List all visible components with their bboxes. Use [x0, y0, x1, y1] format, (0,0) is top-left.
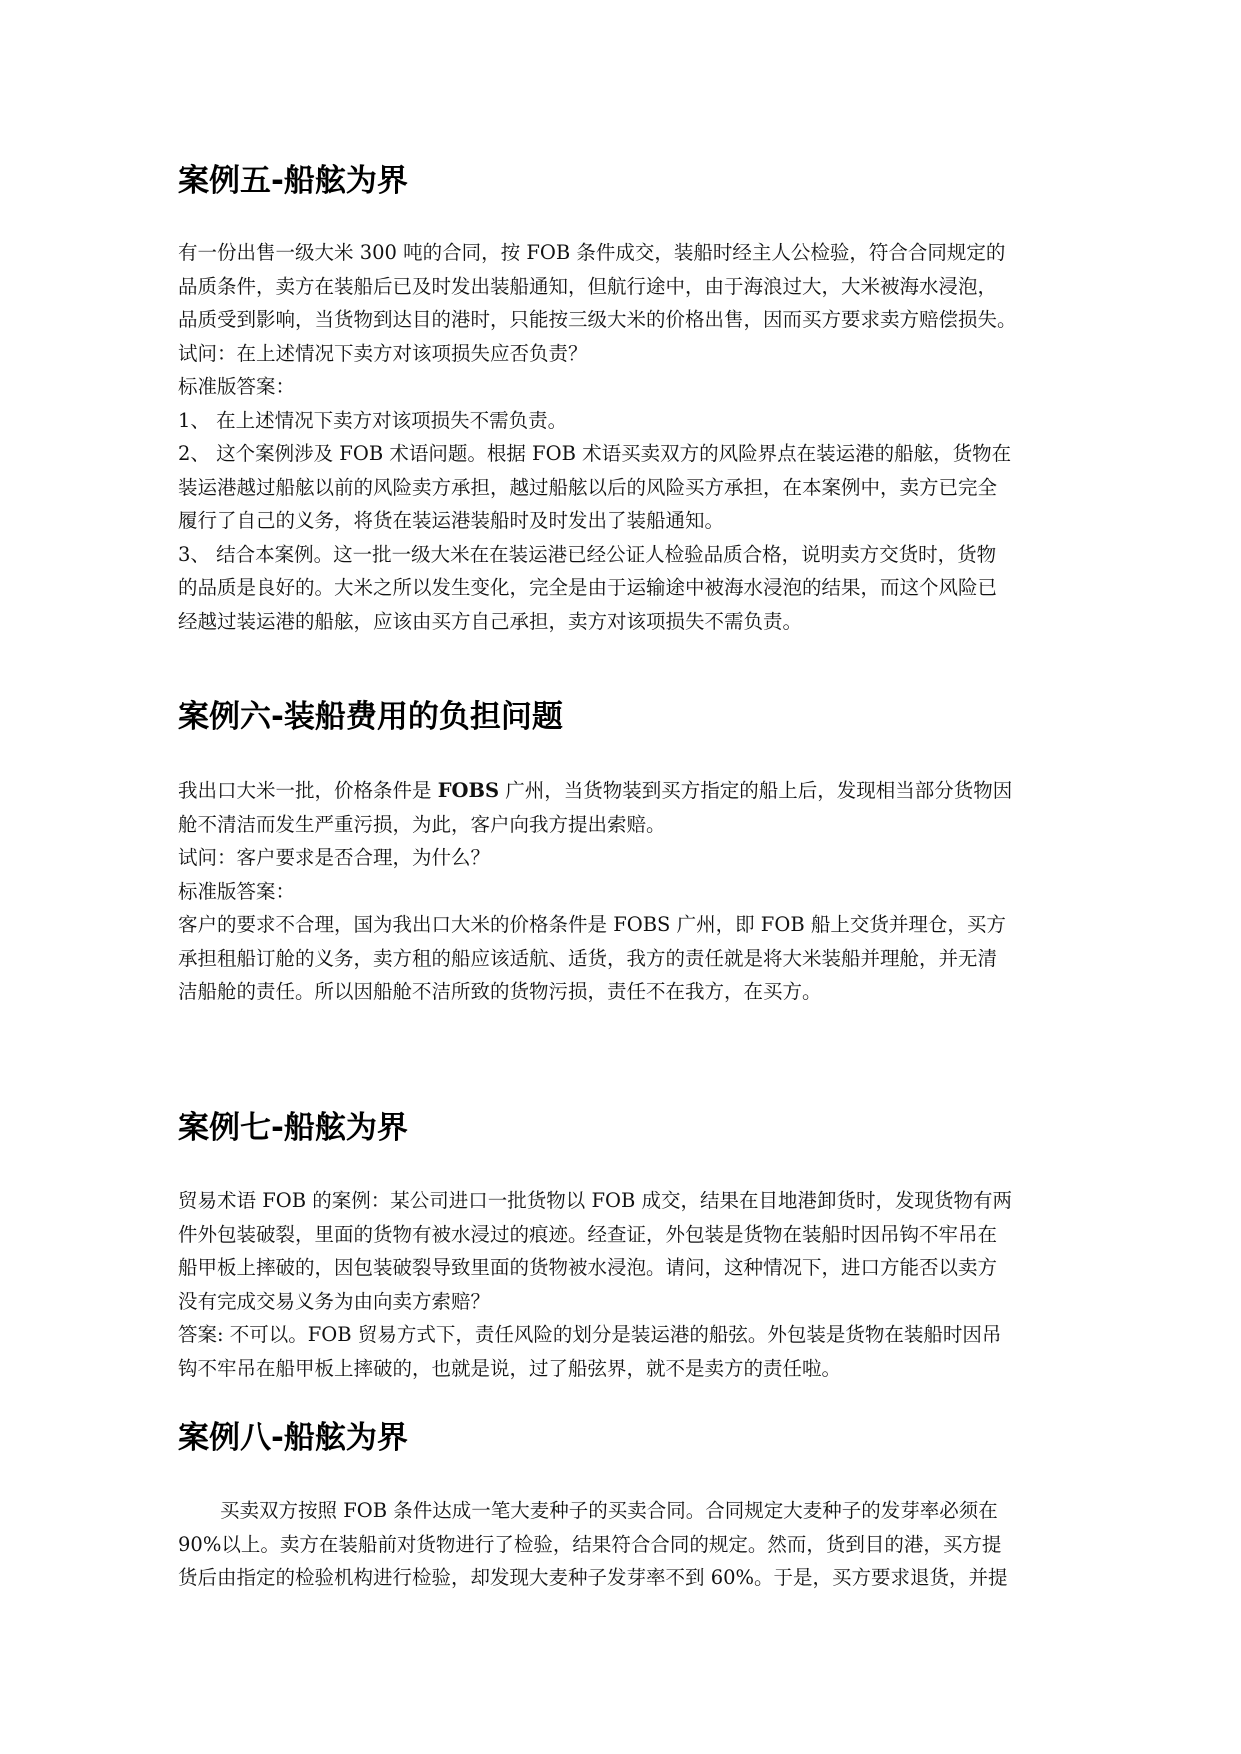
body-line: 装运港越过船舷以前的风险卖方承担，越过船舷以后的风险买方承担，在本案例中，卖方已完全: [178, 475, 998, 499]
body-line: 品质条件，卖方在装船后已及时发出装船通知，但航行途中，由于海浪过大，大米被海水浸泡，: [178, 274, 998, 298]
section-7-body: [178, 1184, 1090, 1385]
body-line: [178, 774, 1090, 808]
body-line: 承担租船订舱的义务，卖方租的船应该适航、适货，我方的责任就是将大米装船并理舱，并无清: [178, 946, 998, 970]
section-8-title: 案例八-船舷为界: [178, 1420, 408, 1456]
body-line: 标准版答案：: [178, 375, 296, 398]
section-8-body: [178, 1494, 1090, 1595]
body-line: 件外包装破裂，里面的货物有被水浸过的痕迹。经查证，外包装是货物在装船时因吊钩不牢吊在: [178, 1222, 998, 1246]
body-line: 90%以上。卖方在装船前对货物进行了检验，结果符合合同的规定。然而，货到目的港，买方提: [178, 1532, 1002, 1556]
body-line: 2、 这个案例涉及 FOB 术语问题。根据 FOB 术语买卖双方的风险界点在装运港的船舷，货物在: [178, 442, 1012, 465]
section-6-title: 案例六-装船费用的负担问题: [178, 699, 563, 735]
body-bold-text: FOBS: [437, 779, 500, 802]
body-line: 贸易术语 FOB 的案例：某公司进口一批货物以 FOB 成交，结果在目地港卸货时，发现货物有两: [178, 1189, 1012, 1212]
body-text: 广州，当货物装到买方指定的船上后，发现相当部分货物因: [499, 779, 1013, 802]
section-5-title: 案例五-船舷为界: [178, 163, 408, 199]
body-line: 舱不清洁而发生严重污损，为此，客户向我方提出索赔。: [178, 812, 666, 836]
body-line: 试问：客户要求是否合理，为什么？: [178, 846, 491, 869]
body-line: 货后由指定的检验机构进行检验，却发现大麦种子发芽率不到 60%。于是，买方要求退货，并提: [178, 1566, 1008, 1589]
body-line: 答案: 不可以。FOB 贸易方式下，责任风险的划分是装运港的船弦。外包装是货物在装船时因吊: [178, 1323, 1002, 1346]
body-line: 品质受到影响，当货物到达目的港时，只能按三级大米的价格出售，因而买方要求卖方赔偿损失。: [178, 308, 1017, 331]
body-line: 1、 在上述情况下卖方对该项损失不需负责。: [178, 408, 568, 432]
body-line: 标准版答案：: [178, 879, 296, 903]
body-line: 船甲板上摔破的，因包装破裂导致里面的货物被水浸泡。请问，这种情况下，进口方能否以卖方: [178, 1256, 998, 1279]
body-line: 客户的要求不合理，国为我出口大米的价格条件是 FOBS 广州，即 FOB 船上交货并理仓，买方: [178, 913, 1006, 936]
body-text: 我出口大米一批，价格条件是: [178, 779, 438, 802]
section-7-title: 案例七-船舷为界: [178, 1110, 408, 1146]
body-line: 洁船舱的责任。所以因船舱不洁所致的货物污损，责任不在我方，在买方。: [178, 980, 822, 1003]
body-line: 的品质是良好的。大米之所以发生变化，完全是由于运输途中被海水浸泡的结果，而这个风险已: [178, 576, 998, 599]
body-line: 经越过装运港的船舷，应该由买方自己承担，卖方对该项损失不需负责。: [178, 609, 803, 633]
body-line: 有一份出售一级大米 300 吨的合同，按 FOB 条件成交，装船时经主人公检验，符合合同规定的: [178, 241, 1006, 264]
section-5-body: [178, 236, 1090, 638]
body-line: 买卖双方按照 FOB 条件达成一笔大麦种子的买卖合同。合同规定大麦种子的发芽率必须在: [220, 1499, 998, 1522]
body-line: 履行了自己的义务，将货在装运港装船时及时发出了装船通知。: [178, 509, 725, 532]
section-6-body: [178, 774, 1090, 1009]
body-line: 3、 结合本案例。这一批一级大米在在装运港已经公证人检验品质合格，说明卖方交货时，货物: [178, 542, 997, 566]
body-line: 没有完成交易义务为由向卖方索赔？: [178, 1289, 491, 1313]
body-line: 试问：在上述情况下卖方对该项损失应否负责？: [178, 341, 588, 365]
body-line: 钩不牢吊在船甲板上摔破的，也就是说，过了船弦界，就不是卖方的责任啦。: [178, 1356, 842, 1380]
